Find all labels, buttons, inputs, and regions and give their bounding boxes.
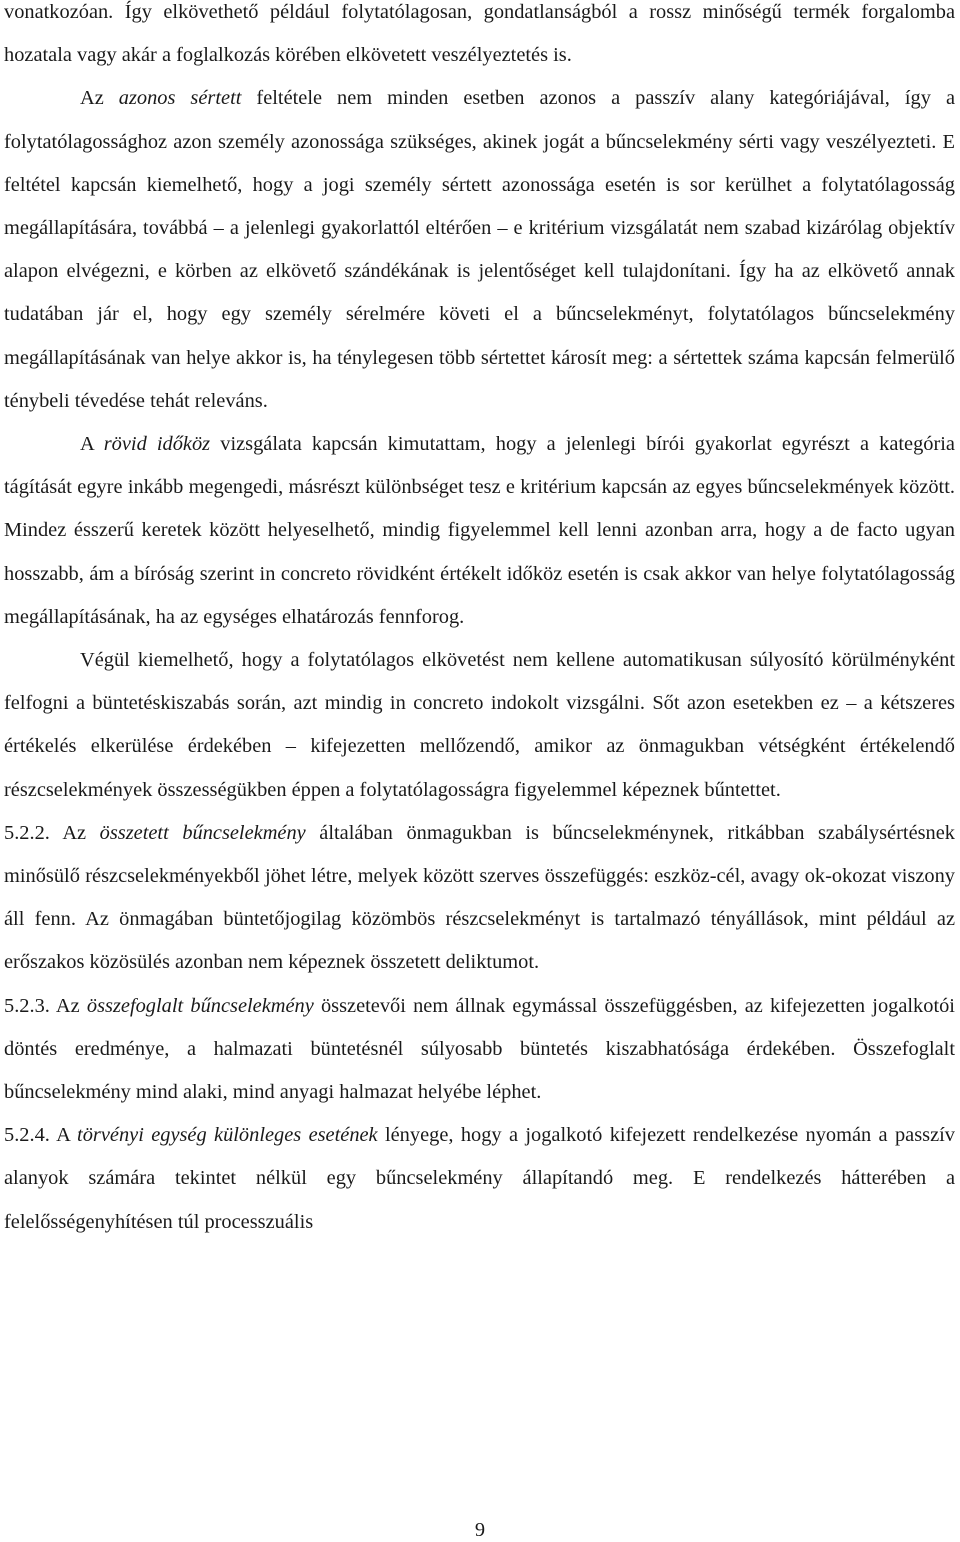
- text-run: vizsgálata kapcsán kimutattam, hogy a jelenlegi bírói gyakorlat egyrészt a kategória tágítását egyre inkább megengedi, másrészt különbséget tesz e kritérium kapcsán az egyes bűncselekmények között. Mindez ésszerű keretek között helyeselhető, mindig figyelemmel kell lenni azonban arra, hogy a de facto ugyan hosszabb, ám a bíróság szerint in concreto rövidként értékelt időköz esetén is csak akkor van helye folytatólagosság megállapításának, ha az egységes elhatározás fennforog.: [4, 433, 955, 628]
- paragraph: [4, 812, 955, 985]
- paragraph: [4, 985, 955, 1115]
- paragraph: [4, 77, 955, 423]
- document-body: [4, 0, 955, 1244]
- text-run: Az: [80, 87, 119, 110]
- paragraph: [4, 0, 955, 77]
- text-run: összetevői nem állnak egymással összefüggésben, az kifejezetten jogalkotói döntés eredménye, a halmazati büntetésnél súlyosabb büntetés kiszabhatósága érdekében. Összefoglalt bűncselekmény mind alaki, mind anyagi halmazat helyébe léphet.: [4, 994, 955, 1104]
- text-run: Végül kiemelhető, hogy a folytatólagos elkövetést nem kellene automatikusan súlyosító körülményként felfogni a büntetéskiszabás során, azt mindig in concreto indokolt vizsgálni. Sőt azon esetekben ez – a kétszeres értékelés elkerülése érdekében – kifejezetten mellőzendő, amikor az önmagukban vétségként értékelendő részcselekmények összességükben éppen a folytatólagosságra figyelemmel képeznek bűntettet.: [4, 649, 955, 801]
- italic-term: rövid időköz: [103, 433, 211, 456]
- page-number: 9: [474, 1519, 486, 1541]
- paragraph: [4, 1114, 955, 1244]
- text-run: 5.2.3. Az: [4, 994, 87, 1017]
- paragraph: [4, 639, 955, 812]
- italic-term: összefoglalt bűncselekmény: [86, 994, 314, 1017]
- italic-term: azonos sértett: [118, 87, 242, 110]
- paragraph: [4, 423, 955, 639]
- text-run: A: [80, 433, 104, 456]
- text-run: 5.2.4. A: [4, 1124, 78, 1147]
- text-run: vonatkozóan. Így elkövethető például folytatólagosan, gondatlanságból a rossz minőségű termék forgalomba hozatala vagy akár a foglalkozás körében elkövetett veszélyeztetés is.: [4, 1, 955, 67]
- text-run: általában önmagukban is bűncselekménynek, ritkábban szabálysértésnek minősülő részcselekményekből jöhet létre, melyek között szerves összefüggés: eszköz-cél, avagy ok-okozat viszony áll fenn. Az önmagában büntetőjogilag közömbös részcselekményt is tartalmazó tényállások, mint például az erőszakos közösülés azonban nem képeznek összetett deliktumot.: [4, 821, 955, 974]
- text-run: lényege, hogy a jogalkotó kifejezett rendelkezése nyomán a passzív alanyok számára tekintet nélkül egy bűncselekmény állapítandó meg. E rendelkezés hátterében a felelősségenyhítésen túl processzuális: [4, 1124, 955, 1233]
- italic-term: törvényi egység különleges esetének: [77, 1124, 378, 1147]
- text-run: 5.2.2. Az: [4, 821, 100, 844]
- text-run: feltétele nem minden esetben azonos a passzív alany kategóriájával, így a folytatólagossághoz azon személy azonossága szükséges, akinek jogát a bűncselekmény sérti vagy veszélyezteti. E feltétel kapcsán kiemelhető, hogy a jogi személy sértett azonossága esetén is sor kerülhet a folytatólagosság megállapítására, továbbá – a jelenlegi gyakorlattól eltérően – e kritérium vizsgálatát nem szabad kizárólag objektív alapon elvégezni, e körben az elkövető szándékának is jelentőséget kell tulajdonítani. Így ha az elkövető annak tudatában jár el, hogy egy személy sérelmére követi el a bűncselekményt, folytatólagos bűncselekmény megállapításának van helye akkor is, ha ténylegesen több sértettet károsít meg: a sértettek száma kapcsán felmerülő ténybeli tévedése tehát releváns.: [4, 87, 956, 412]
- italic-term: összetett bűncselekmény: [99, 821, 306, 844]
